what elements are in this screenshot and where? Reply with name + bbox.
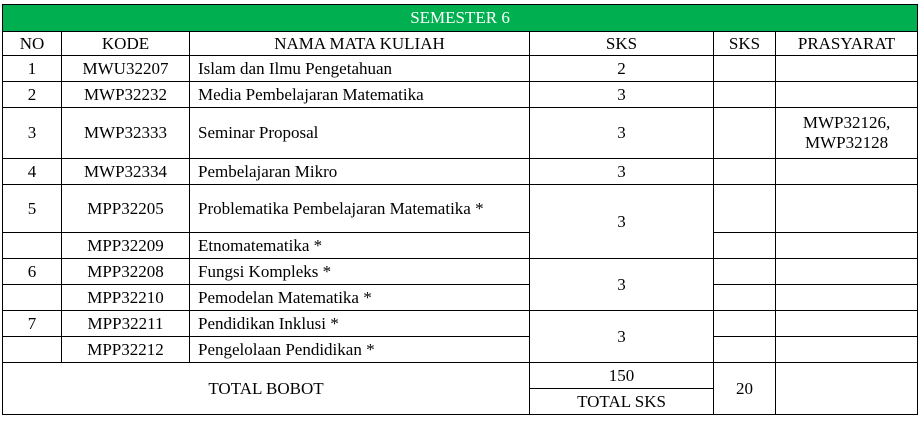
table-row <box>3 82 918 108</box>
table-row <box>3 285 918 311</box>
row-kode: MPP32212 <box>62 337 190 363</box>
course-table <box>2 4 918 415</box>
row-sks: 3 <box>530 259 714 311</box>
row-sks-2 <box>714 259 776 285</box>
row-prasyarat <box>776 233 918 259</box>
row-no: 6 <box>3 259 62 285</box>
row-nama: Fungsi Kompleks * <box>190 259 530 285</box>
row-kode: MWU32207 <box>62 56 190 82</box>
row-sks-2 <box>714 233 776 259</box>
row-sks: 3 <box>530 82 714 108</box>
total-bobot-label: TOTAL BOBOT <box>3 363 530 415</box>
header-sks: SKS <box>530 32 714 56</box>
row-no <box>3 233 62 259</box>
row-no: 3 <box>3 108 62 159</box>
total-prasyarat <box>776 363 918 415</box>
row-sks: 3 <box>530 311 714 363</box>
row-nama: Islam dan Ilmu Pengetahuan <box>190 56 530 82</box>
row-prasyarat <box>776 108 918 159</box>
row-sks-2 <box>714 108 776 159</box>
row-sks-2 <box>714 337 776 363</box>
prasyarat-line: MWP32128 <box>804 133 889 152</box>
total-sks-label: TOTAL SKS <box>530 389 714 415</box>
row-kode: MPP32205 <box>62 185 190 233</box>
table-row <box>3 233 918 259</box>
total-sks-value: 20 <box>714 363 776 415</box>
semester-title: SEMESTER 6 <box>3 5 918 32</box>
row-prasyarat <box>776 159 918 185</box>
row-nama: Pendidikan Inklusi * <box>190 311 530 337</box>
row-nama: Problematika Pembelajaran Matematika * <box>190 185 530 233</box>
header-no: NO <box>3 32 62 56</box>
row-nama: Pembelajaran Mikro <box>190 159 530 185</box>
row-sks-2 <box>714 82 776 108</box>
row-sks-2 <box>714 56 776 82</box>
row-nama: Pemodelan Matematika * <box>190 285 530 311</box>
table-row <box>3 159 918 185</box>
row-no: 7 <box>3 311 62 337</box>
row-no <box>3 285 62 311</box>
row-nama: Seminar Proposal <box>190 108 530 159</box>
table-row <box>3 108 918 159</box>
row-prasyarat <box>776 56 918 82</box>
total-row <box>3 363 918 389</box>
header-row <box>3 32 918 56</box>
row-no <box>3 337 62 363</box>
header-prasyarat: PRASYARAT <box>776 32 918 56</box>
row-nama: Etnomatematika * <box>190 233 530 259</box>
row-nama: Pengelolaan Pendidikan * <box>190 337 530 363</box>
row-prasyarat <box>776 337 918 363</box>
row-kode: MPP32209 <box>62 233 190 259</box>
title-row <box>3 5 918 32</box>
row-kode: MWP32334 <box>62 159 190 185</box>
header-sks-2: SKS <box>714 32 776 56</box>
row-prasyarat <box>776 185 918 233</box>
row-sks-2 <box>714 285 776 311</box>
row-sks: 3 <box>530 108 714 159</box>
row-sks-2 <box>714 185 776 233</box>
table-row <box>3 56 918 82</box>
row-sks: 3 <box>530 185 714 259</box>
row-prasyarat <box>776 82 918 108</box>
row-prasyarat <box>776 311 918 337</box>
total-bobot-value: 150 <box>530 363 714 389</box>
row-sks-2 <box>714 311 776 337</box>
row-sks: 3 <box>530 159 714 185</box>
row-no: 1 <box>3 56 62 82</box>
header-nama: NAMA MATA KULIAH <box>190 32 530 56</box>
row-kode: MPP32208 <box>62 259 190 285</box>
row-no: 4 <box>3 159 62 185</box>
row-prasyarat <box>776 285 918 311</box>
row-sks-2 <box>714 159 776 185</box>
row-kode: MPP32210 <box>62 285 190 311</box>
row-kode: MWP32232 <box>62 82 190 108</box>
header-kode: KODE <box>62 32 190 56</box>
row-nama: Media Pembelajaran Matematika <box>190 82 530 108</box>
row-no: 5 <box>3 185 62 233</box>
row-sks: 2 <box>530 56 714 82</box>
row-kode: MWP32333 <box>62 108 190 159</box>
row-no: 2 <box>3 82 62 108</box>
table-row <box>3 311 918 337</box>
table-row <box>3 337 918 363</box>
table-row <box>3 259 918 285</box>
table-row <box>3 185 918 233</box>
row-kode: MPP32211 <box>62 311 190 337</box>
row-prasyarat <box>776 259 918 285</box>
prasyarat-line: MWP32126, <box>802 113 891 132</box>
